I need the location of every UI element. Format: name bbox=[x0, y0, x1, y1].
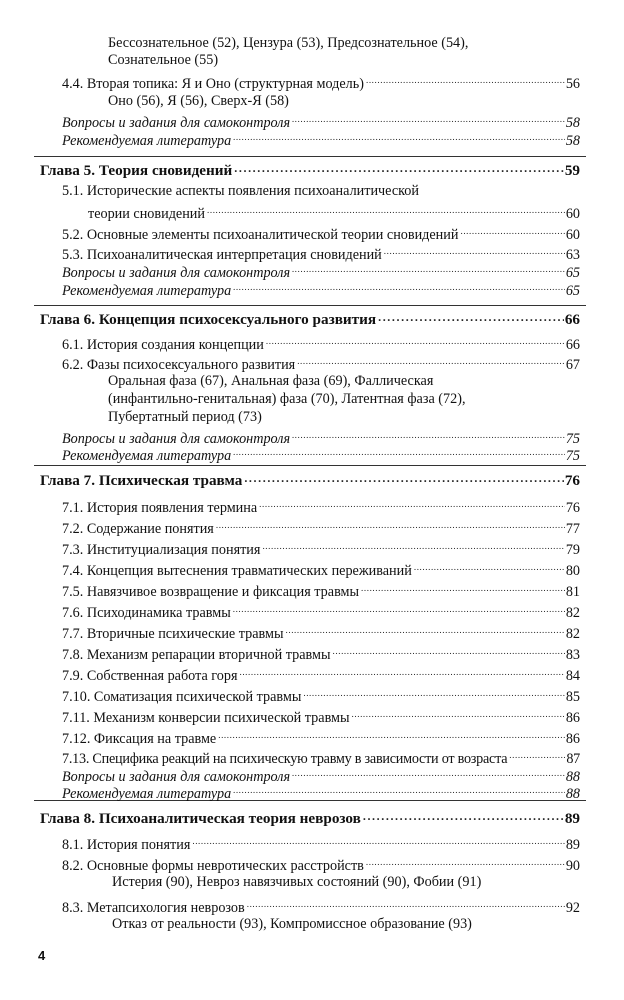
toc-item[interactable] bbox=[62, 642, 580, 664]
leader-dots bbox=[207, 201, 565, 218]
toc-literature[interactable] bbox=[62, 781, 580, 803]
toc-item-label: 7.8. Механизм репарации вторичной травмы bbox=[62, 647, 331, 663]
toc-item[interactable] bbox=[62, 495, 580, 517]
chapter-divider bbox=[34, 305, 586, 306]
toc-item-label: 6.1. История создания концепции bbox=[62, 337, 264, 353]
leader-dots bbox=[239, 663, 564, 680]
toc-item-page: 84 bbox=[565, 668, 580, 684]
toc-item-page: 83 bbox=[565, 647, 580, 663]
toc-literature[interactable] bbox=[62, 128, 580, 150]
toc-item-page: 63 bbox=[565, 247, 580, 263]
toc-item[interactable] bbox=[62, 516, 580, 538]
toc-item-label: 7.2. Содержание понятия bbox=[62, 521, 214, 537]
leader-dots bbox=[366, 71, 565, 88]
toc-item-page: 60 bbox=[565, 227, 580, 243]
leader-dots bbox=[460, 222, 564, 239]
toc-item-label: Рекомендуемая литература bbox=[62, 133, 232, 149]
toc-literature[interactable] bbox=[62, 443, 580, 465]
chapter-page: 89 bbox=[564, 810, 580, 827]
toc-subtopics: Истерия (90), Невроз навязчивых состояний (90), Фобии (91) bbox=[112, 874, 482, 890]
toc-subtopics: Оральная фаза (67), Анальная фаза (69), Фаллическая bbox=[108, 373, 434, 389]
toc-item-page: 58 bbox=[565, 133, 580, 149]
toc-item-label: Вопросы и задания для самоконтроля bbox=[62, 431, 291, 447]
leader-dots bbox=[218, 726, 565, 743]
toc-item[interactable] bbox=[62, 705, 580, 727]
toc-subtopics: (инфантильно-генитальная) фаза (70), Латентная фаза (72), bbox=[108, 391, 466, 407]
toc-item-label: 8.1. История понятия bbox=[62, 837, 191, 853]
toc-item-page: 60 bbox=[565, 206, 580, 222]
leader-dots bbox=[361, 579, 565, 596]
leader-dots bbox=[286, 621, 565, 638]
toc-chapter[interactable] bbox=[40, 158, 580, 179]
toc-item-label: 8.2. Основные формы невротических расстройств bbox=[62, 858, 364, 874]
leader-dots bbox=[233, 278, 565, 295]
toc-item-label: теории сновидений bbox=[88, 206, 205, 222]
toc-literature[interactable] bbox=[62, 278, 580, 300]
toc-item-page: 76 bbox=[565, 500, 580, 516]
toc-item-page: 65 bbox=[565, 265, 580, 281]
chapter-page: 66 bbox=[564, 311, 580, 328]
chapter-divider bbox=[34, 156, 586, 157]
toc-item-label: 5.2. Основные элементы психоаналитической теории сновидений bbox=[62, 227, 459, 243]
toc-item[interactable] bbox=[62, 600, 580, 622]
leader-dots bbox=[333, 642, 565, 659]
toc-item-page: 79 bbox=[565, 542, 580, 558]
toc-item-label: 4.4. Вторая топика: Я и Оно (структурная модель) bbox=[62, 76, 364, 92]
toc-item[interactable] bbox=[62, 332, 580, 354]
toc-item-page: 90 bbox=[565, 858, 580, 874]
toc-item-page: 88 bbox=[565, 769, 580, 785]
toc-item-label: 7.12. Фиксация на травме bbox=[62, 731, 217, 747]
toc-item-page: 88 bbox=[565, 786, 580, 802]
toc-item-page: 82 bbox=[565, 626, 580, 642]
toc-item-label: 7.6. Психодинамика травмы bbox=[62, 605, 231, 621]
leader-dots bbox=[266, 332, 565, 349]
toc-item-page: 65 bbox=[565, 283, 580, 299]
toc-item-page: 85 bbox=[565, 689, 580, 705]
toc-subtopics: Отказ от реальности (93), Компромиссное образование (93) bbox=[112, 916, 472, 932]
leader-dots bbox=[292, 764, 565, 781]
toc-item-label: 7.1. История появления термина bbox=[62, 500, 258, 516]
toc-item-label: 7.10. Соматизация психической травмы bbox=[62, 689, 302, 705]
chapter-title: Глава 7. Психическая травма bbox=[40, 472, 243, 489]
toc-item-label-line: 5.1. Исторические аспекты появления психоаналитической bbox=[62, 183, 419, 199]
toc-item-label: Вопросы и задания для самоконтроля bbox=[62, 769, 291, 785]
leader-dots bbox=[244, 468, 563, 485]
toc-item-page: 80 bbox=[565, 563, 580, 579]
toc-subtopics: Оно (56), Я (56), Сверх-Я (58) bbox=[108, 93, 289, 109]
toc-item-label: 8.3. Метапсихология неврозов bbox=[62, 900, 245, 916]
leader-dots bbox=[297, 352, 565, 369]
toc-item-page: 75 bbox=[565, 431, 580, 447]
toc-item[interactable] bbox=[62, 832, 580, 854]
toc-item[interactable] bbox=[88, 201, 580, 223]
toc-item-label: Рекомендуемая литература bbox=[62, 786, 232, 802]
leader-dots bbox=[303, 684, 564, 701]
leader-dots bbox=[378, 307, 564, 324]
toc-item[interactable] bbox=[62, 579, 580, 601]
toc-item-page: 86 bbox=[565, 731, 580, 747]
leader-dots bbox=[233, 443, 565, 460]
toc-item-page: 77 bbox=[565, 521, 580, 537]
toc-item-label: Вопросы и задания для самоконтроля bbox=[62, 265, 291, 281]
chapter-page: 76 bbox=[564, 472, 580, 489]
toc-item-page: 87 bbox=[566, 751, 580, 767]
leader-dots bbox=[292, 110, 565, 127]
toc-subtopics: Сознательное (55) bbox=[108, 52, 219, 68]
toc-item-page: 81 bbox=[565, 584, 580, 600]
toc-item-label: 7.9. Собственная работа горя bbox=[62, 668, 238, 684]
leader-dots bbox=[414, 558, 565, 575]
leader-dots bbox=[366, 853, 565, 870]
leader-dots bbox=[233, 781, 565, 798]
toc-item[interactable] bbox=[62, 895, 580, 917]
leader-dots bbox=[233, 600, 565, 617]
toc-item[interactable] bbox=[62, 537, 580, 559]
page-number: 4 bbox=[38, 948, 46, 963]
toc-item-label: 7.13. Специфика реакций на психическую травму в зависимости от возраста bbox=[62, 751, 508, 767]
chapter-divider bbox=[34, 465, 586, 466]
toc-item-page: 92 bbox=[565, 900, 580, 916]
toc-item[interactable] bbox=[62, 853, 580, 875]
leader-dots bbox=[363, 806, 564, 823]
toc-item-label: 5.3. Психоаналитическая интерпретация сновидений bbox=[62, 247, 382, 263]
toc-subtopics: Бессознательное (52), Цензура (53), Предсознательное (54), bbox=[108, 35, 469, 51]
toc-chapter[interactable] bbox=[40, 806, 580, 827]
toc-item-page: 86 bbox=[565, 710, 580, 726]
toc-item-page: 56 bbox=[565, 76, 580, 92]
leader-dots bbox=[259, 495, 565, 512]
toc-item-page: 75 bbox=[565, 448, 580, 464]
toc-subtopics: Пубертатный период (73) bbox=[108, 409, 262, 425]
toc-item-label: Рекомендуемая литература bbox=[62, 283, 232, 299]
toc-item-page: 89 bbox=[565, 837, 580, 853]
toc-item[interactable] bbox=[62, 726, 580, 748]
leader-dots bbox=[292, 260, 565, 277]
toc-chapter[interactable] bbox=[40, 468, 580, 489]
toc-chapter[interactable] bbox=[40, 307, 580, 328]
chapter-title: Глава 5. Теория сновидений bbox=[40, 162, 233, 179]
toc-item-page: 66 bbox=[565, 337, 580, 353]
leader-dots bbox=[509, 746, 565, 763]
toc-item-label: 7.4. Концепция вытеснения травматических переживаний bbox=[62, 563, 412, 579]
toc-item[interactable] bbox=[62, 663, 580, 685]
leader-dots bbox=[292, 426, 565, 443]
toc-item-page: 82 bbox=[565, 605, 580, 621]
toc-item-label: 7.3. Институциализация понятия bbox=[62, 542, 261, 558]
toc-item-label: Вопросы и задания для самоконтроля bbox=[62, 115, 291, 131]
toc-item-label: 7.5. Навязчивое возвращение и фиксация травмы bbox=[62, 584, 360, 600]
leader-dots bbox=[234, 158, 564, 175]
toc-item-label: Рекомендуемая литература bbox=[62, 448, 232, 464]
toc-item-page: 67 bbox=[565, 357, 580, 373]
leader-dots bbox=[247, 895, 565, 912]
toc-item[interactable] bbox=[62, 352, 580, 374]
leader-dots bbox=[192, 832, 564, 849]
leader-dots bbox=[216, 516, 565, 533]
toc-item[interactable] bbox=[62, 621, 580, 643]
leader-dots bbox=[384, 242, 565, 259]
chapter-title: Глава 6. Концепция психосексуального развития bbox=[40, 311, 377, 328]
toc-item[interactable] bbox=[62, 222, 580, 244]
toc-item-label: 6.2. Фазы психосексуального развития bbox=[62, 357, 296, 373]
toc-item[interactable] bbox=[62, 558, 580, 580]
toc-item-page: 58 bbox=[565, 115, 580, 131]
chapter-page: 59 bbox=[564, 162, 580, 179]
leader-dots bbox=[233, 128, 565, 145]
toc-item-label: 7.11. Механизм конверсии психической травмы bbox=[62, 710, 350, 726]
toc-item-label: 7.7. Вторичные психические травмы bbox=[62, 626, 284, 642]
leader-dots bbox=[262, 537, 564, 554]
toc-item[interactable] bbox=[62, 684, 580, 706]
leader-dots bbox=[352, 705, 565, 722]
chapter-title: Глава 8. Психоаналитическая теория неврозов bbox=[40, 810, 361, 827]
toc-item[interactable] bbox=[62, 71, 580, 93]
